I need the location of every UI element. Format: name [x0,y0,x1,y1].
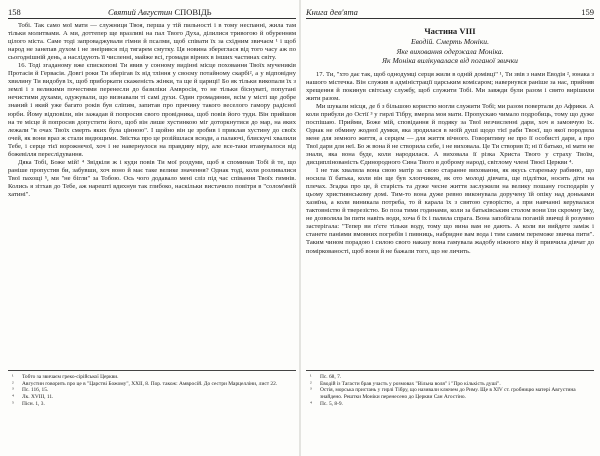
footnote-text: Тобто за звичаєм греко-сірійської Церкви. [22,374,119,380]
running-title [108,7,212,17]
footnote-mark: ¹ [310,374,312,380]
footnote [8,394,296,401]
footnote-mark: ⁵ [12,400,14,407]
footnotes [8,370,296,408]
footnote-text: Еводій із Тагасти брав участь у розмовах "Вільна воля" і "Про кількість душі". [320,380,501,387]
footnote [8,374,296,381]
page-number: 158 [8,7,21,17]
book-gutter [299,0,301,456]
footnote-text: Пс. 68, 7. [320,374,342,380]
footnote-text: Остія, морська пристань у гирлі Тібру, що називали ключем до Риму. Ще в XIV ст. гробницю матері Августина знайдено. Рештки Моніки перенесено до Церкви Сан Агостіно. [320,387,576,401]
footnote-mark: ³ [310,387,312,394]
paragraph: 17. Ти, "хто дає так, щоб однодумці серця жили в одній домівці" ¹, Ти звів з нами Еводія ², юнака з нашого містечка. Він служив в адміністрації царським комісаром; навернувся раніше за нас, прийняв хрещення й покинув світську службу, щоб служити Тобі. Ми завжди були разом і свято вирішили жити разом. [306,70,594,102]
running-header [8,6,296,19]
right-page [306,6,594,452]
page-number: 159 [581,7,594,17]
running-title-author: Святий Августин [108,7,175,17]
footnotes [306,370,594,408]
footnote-text: Пісн. 1, 3. [22,400,45,407]
left-page [8,6,296,452]
footnote-text: Пс. 5, 8-9. [320,400,343,407]
paragraph: І не так хвалила вона свою матір за свою старанне виховання, як якусь стареньку рабиню, що носила її батька, коли він ще був хлопчиком, як ото молоді дівчата, ще підлітки, носять діти на плечах. Згадка про це, й старість та дуже чесне життя заслужили на велику пошану господарів у цьому християнському домі. Тим-то вона дуже ревно виконувала доручену їй опіку над доньками хазяїна, а коли виникала потреба, то й карала їх з святою суворістю, а при навчанні керувалася тактовністю й тверезістю. Бо поза тими годинами, коли за батьківським столом вони їли скромну їжу, не дозволяла їм пити навіть води, хоча б їх і палила спрага. Вона запобігала поганій звичці й розумно застерігала: "Тепер ви п'єте тільки воду, тому що вина вам не дають. А коли ви вийдете заміж і станете паніями вмовних погребів і пивниць, набридне вам вода і тим самим переможе звичка пити". Таким чином порадою і силою свого наказу вона гамувала жадобу ніжного віку й привчила дівчат до поміркованості, щоб вони й не бажали того, що не личить. [306,167,594,255]
chapter-subtitle: Еводій. Смерть Моніки. [410,37,490,46]
footnote [8,387,296,394]
footnote-mark: ³ [12,387,14,394]
running-title: Книга дев'ята [306,7,358,17]
chapter-subtitle: Як Моніка вилікувалася від поганої звички [382,56,518,65]
chapter-subtitle: Яке виховання одержала Моніка. [396,46,504,56]
footnote-mark: ⁴ [12,394,14,401]
footnote [8,401,296,408]
body-text [8,22,296,199]
body-text [306,71,594,256]
running-title-book: СПОВІДЬ [174,7,212,17]
running-header [306,6,594,19]
footnote-mark: ² [12,380,14,387]
footnote-text: Пс. 116, 15. [22,387,49,394]
chapter-heading [306,26,594,66]
footnote-mark: ² [310,380,312,387]
footnote-text: Августин говорить про це в "Царстві Божому", XXII, 8. Пор. також: Амвросій. До сестри Марцелліни, лист 22. [22,380,278,387]
paragraph: Тобі. Так само мої мати — служниця Твоя, перша у тій пильності і в тому неспанні, жила там тільки молитвами. А ми, доттепер ще вразливі на пал Твого Духа, ділилися тривогою й обуренням цілого міста. Саме тоді запроваджували гімни й псалми, щоб співати їх за східним звичаєм ¹ і щоб народ не занепав духом і не знеірився під тягарем смутку. Ця новина збереглася від того часу аж по сьогоднішній день, а наслідують її численні, майже всі, громади вірних в інших частинах світу. [8,22,296,62]
paragraph: Дяка Тобі, Боже мій! ⁴ Звідкіля ж і куди повів Ти мої роздуми, щоб я споминав Тобі й те, що раніше пропустив би, забувши, хоч воно й має таке велике значення? Однак тоді, коли розливалися Твої пахощі ⁵, ми "не бігли" за Тобою. Ось чого додавало мені сліз під час співання Твоїх гимнів. Колись я зітхав до Тебе, аж нарешті вдихнув так глибоко, наскільки вистачило повітря в "солом'яній хатині". [8,158,296,198]
footnote-mark: ⁴ [310,400,312,407]
footnote-mark: ¹ [12,374,14,380]
footnote [306,374,594,381]
footnote [306,387,594,400]
paragraph: 16. Тоді згаданому вже єпископові Ти явив у сонному видінні місце поховання Твоїх мучеників Протасія й Гервасія. Довгі роки Ти зберігав їх від тління у своєму потайному скарбі², а у відповідну хвилину Ти видобув їх, щоб приборкати скаженість жінки, та ще й цариці! Бо як тільки викопали їх з землі і з великими почестями перенесли до базиліки Амвросія, то не тільки біснуваті, попутані нечистими духами, одужували, що визнавали ті самі духи. Один громадянин, всім у місті ще добре знаний і який уже багато років був сліпим, запитав про причину такого веселого гамору радісної юрби. Йому відповіли, він зажадав й попросив свого провідника, щоб повів його туди. Він прийшов на те місце й попросив допустити його, щоб він лише хустинкою міг доторкнутися до мар, на яких лежали "в очах Твоїх смерть яких була цінною". І щойно він це зробив і приклав хустину до своїх очей, як вони враз ж стали видющими. Звістка про це розійшлася всюди, а палаючі, блискучі хвалили Тебе, і серце тієї ворожнечої, хоч і не навернулося на правдиву віру, але все-таки втамувалося від божевілля переслідування. [8,62,296,158]
footnote [8,381,296,388]
footnote [306,401,594,408]
chapter-title: Частина VIII [424,26,476,36]
paragraph: Ми шукали місця, де б з більшою користю могли служити Тобі; ми разом повертали до Африки. А коли прибули до Остії ³ у гирлі Тібру, вмерла моя мати. Пропускаю чимало подробиць, тому що дуже поспішаю. Прийми, Боже мій, сповідання й подяку за Твої незчисленні дари, хоч я замовчую їх. Однак не обмину жодної думки, яка зродилася в моїй душі щодо тієї раби Твоєї, що якої породила мене для земного життя, а серцем — для життя вічного. Говоритиму не про її особисті дари, а про Твої дари для неї. Бо ж вона й не створила себе, і не виховала. Це Ти створив її; ні її батько, ні мати не знали, яка вона буде, коли народилася. А виховала її різка Христа Твого у страху Твоїм, дисциплінованість Єдинородного Сина Твого в доброму народі, світлому члені Твоєї Церкви ⁴. [306,102,594,167]
footnote-text: Лк. XVIII, 11. [22,394,54,401]
